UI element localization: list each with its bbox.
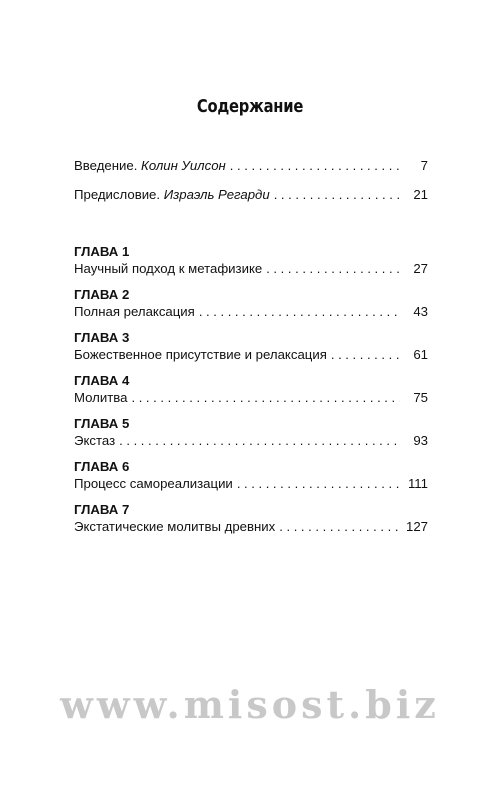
front-matter bbox=[74, 158, 428, 208]
toc-entry-preface[interactable] bbox=[74, 187, 428, 208]
page-number: 111 bbox=[407, 476, 428, 491]
toc-entry-introduction[interactable] bbox=[74, 158, 428, 179]
page-number: 21 bbox=[413, 187, 428, 202]
toc-entry-chapter-6[interactable] bbox=[74, 476, 428, 497]
toc-entry-author: Колин Уилсон bbox=[141, 158, 226, 173]
chapter-heading: ГЛАВА 3 bbox=[74, 330, 130, 345]
chapter-title: Экстаз bbox=[74, 433, 116, 448]
leader-dots bbox=[131, 390, 400, 405]
toc-entry-chapter-7[interactable] bbox=[74, 519, 428, 540]
chapter-title: Процесс самореализации bbox=[74, 476, 233, 491]
chapter-4 bbox=[74, 371, 428, 411]
page-number: 7 bbox=[420, 158, 428, 173]
chapter-heading: ГЛАВА 1 bbox=[74, 244, 130, 259]
chapter-title: Божественное присутствие и релаксация bbox=[74, 347, 327, 362]
page-number: 27 bbox=[413, 261, 428, 276]
toc-entry-text bbox=[74, 158, 226, 173]
chapter-heading: ГЛАВА 4 bbox=[74, 373, 130, 388]
page-number: 61 bbox=[413, 347, 428, 362]
chapter-title: Научный подход к метафизике bbox=[74, 261, 263, 276]
leader-dots bbox=[237, 476, 400, 491]
chapter-title: Молитва bbox=[74, 390, 128, 405]
section-spacer bbox=[74, 216, 428, 242]
chapter-title: Полная релаксация bbox=[74, 304, 195, 319]
toc-entry-label: Предисловие. bbox=[74, 187, 161, 202]
leader-dots bbox=[230, 158, 400, 173]
page-title: Содержание bbox=[196, 96, 304, 117]
chapter-3 bbox=[74, 328, 428, 368]
leader-dots bbox=[199, 304, 400, 319]
table-of-contents bbox=[74, 158, 428, 543]
page-number: 93 bbox=[413, 433, 428, 448]
toc-entry-author: Израэль Регарди bbox=[163, 187, 270, 202]
toc-entry-chapter-1[interactable] bbox=[74, 261, 428, 282]
watermark: www.misost.biz bbox=[60, 682, 440, 727]
page-number: 43 bbox=[413, 304, 428, 319]
chapter-1 bbox=[74, 242, 428, 282]
toc-entry-chapter-2[interactable] bbox=[74, 304, 428, 325]
chapter-2 bbox=[74, 285, 428, 325]
chapter-7 bbox=[74, 500, 428, 540]
toc-entry-chapter-3[interactable] bbox=[74, 347, 428, 368]
toc-entry-chapter-4[interactable] bbox=[74, 390, 428, 411]
chapter-5 bbox=[74, 414, 428, 454]
page-number: 127 bbox=[405, 519, 428, 534]
leader-dots bbox=[119, 433, 400, 448]
chapter-heading: ГЛАВА 5 bbox=[74, 416, 130, 431]
chapter-heading: ГЛАВА 7 bbox=[74, 502, 130, 517]
leader-dots bbox=[274, 187, 400, 202]
leader-dots bbox=[279, 519, 400, 534]
chapter-heading: ГЛАВА 2 bbox=[74, 287, 130, 302]
toc-entry-label: Введение. bbox=[74, 158, 138, 173]
chapter-title: Экстатические молитвы древних bbox=[74, 519, 276, 534]
toc-entry-text bbox=[74, 187, 270, 202]
leader-dots bbox=[266, 261, 400, 276]
page-number: 75 bbox=[413, 390, 428, 405]
toc-entry-chapter-5[interactable] bbox=[74, 433, 428, 454]
chapter-6 bbox=[74, 457, 428, 497]
leader-dots bbox=[331, 347, 400, 362]
chapter-heading: ГЛАВА 6 bbox=[74, 459, 130, 474]
